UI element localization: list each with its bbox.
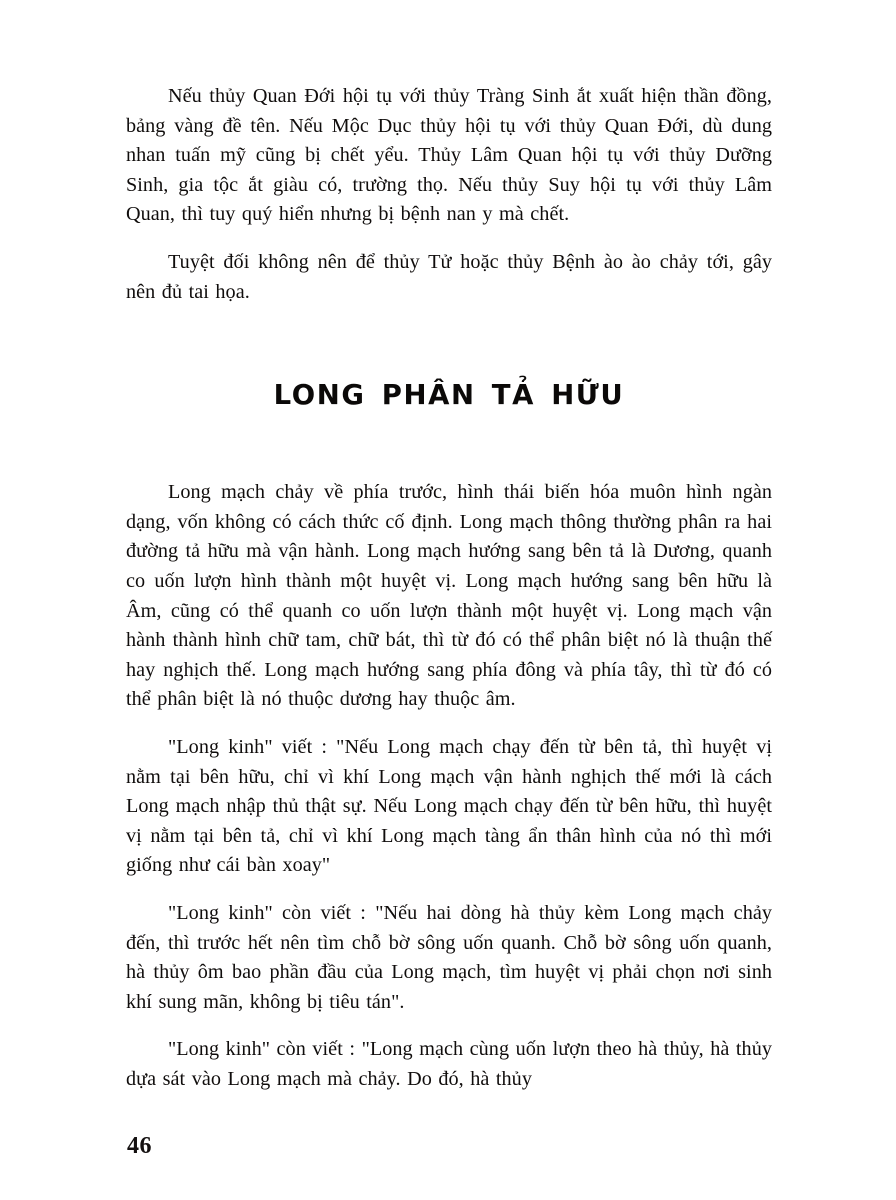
paragraph-4: "Long kinh" viết : "Nếu Long mạch chạy đến từ bên tả, thì huyệt vị nằm tại bên hữu, chỉ vì khí Long mạch vận hành nghịch thế mới là cách Long mạch nhập thủ thật sự. Nếu Long mạch chạy đến từ bên hữu, thì huyệt vị nằm tại bên tả, chỉ vì khí Long mạch tàng ẩn thân hình của nó thì mới giống như cái bàn xoay" xyxy=(126,736,772,877)
page-number: 46 xyxy=(127,1133,152,1159)
paragraph-1: Nếu thủy Quan Đới hội tụ với thủy Tràng Sinh ắt xuất hiện thần đồng, bảng vàng đề tên. Nếu Mộc Dục thủy hội tụ với thủy Quan Đới, dù dung nhan tuấn mỹ cũng bị chết yểu. Thủy Lâm Quan hội tụ với thủy Dưỡng Sinh, gia tộc ắt giàu có, trường thọ. Nếu thủy Suy hội tụ với thủy Lâm Quan, thì tuy quý hiển nhưng bị bệnh nan y mà chết. xyxy=(126,85,772,226)
section-heading: LONG PHÂN TẢ HỮU xyxy=(273,378,625,411)
paragraph-2: Tuyệt đối không nên để thủy Tử hoặc thủy Bệnh ào ào chảy tới, gây nên đủ tai họa. xyxy=(126,250,772,303)
section-heading-container xyxy=(126,361,772,428)
paragraph-3: Long mạch chảy về phía trước, hình thái biến hóa muôn hình ngàn dạng, vốn không có cách thức cố định. Long mạch thông thường phân ra hai đường tả hữu mà vận hành. Long mạch hướng sang bên tả là Dương, quanh co uốn lượn hình thành một huyệt vị. Long mạch hướng sang bên hữu là Âm, cũng có thể quanh co uốn lượn thành một huyệt vị. Long mạch vận hành thành hình chữ tam, chữ bát, thì từ đó có thể phân biệt nó là thuận thế hay nghịch thế. Long mạch hướng sang phía đông và phía tây, thì từ đó có thể phân biệt là nó thuộc dương hay thuộc âm. xyxy=(126,481,772,711)
paragraph-5: "Long kinh" còn viết : "Nếu hai dòng hà thủy kèm Long mạch chảy đến, thì trước hết nên tìm chỗ bờ sông uốn quanh. Chỗ bờ sông uốn quanh, hà thủy ôm bao phần đầu của Long mạch, tìm huyệt vị phải chọn nơi sinh khí sung mãn, không bị tiêu tán". xyxy=(126,901,772,1013)
paragraph-6: "Long kinh" còn viết : "Long mạch cùng uốn lượn theo hà thủy, hà thủy dựa sát vào Long mạch mà chảy. Do đó, hà thủy xyxy=(126,1038,772,1090)
text-column xyxy=(126,82,772,1095)
